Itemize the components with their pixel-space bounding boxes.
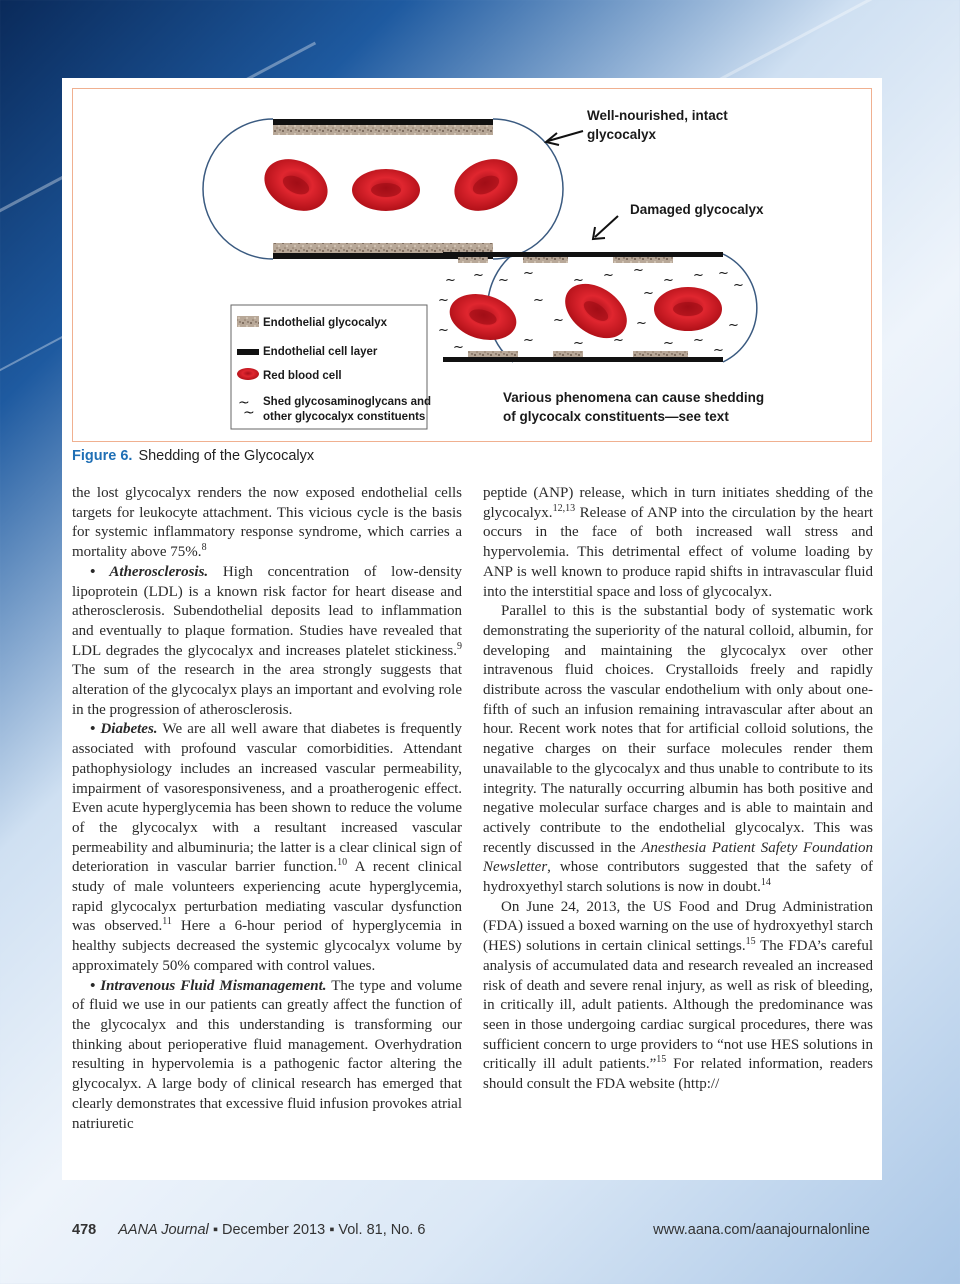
svg-text:~: ~ xyxy=(453,340,464,355)
figure-caption xyxy=(72,448,314,464)
caption-label: Figure 6. xyxy=(72,448,133,464)
svg-text:~: ~ xyxy=(473,268,484,283)
issue-date: December 2013 xyxy=(221,1222,326,1238)
svg-text:~: ~ xyxy=(573,336,584,351)
legend-rbc: Red blood cell xyxy=(263,370,342,382)
svg-text:~: ~ xyxy=(445,273,456,288)
arrow-damaged xyxy=(593,216,618,239)
svg-text:~: ~ xyxy=(553,313,564,328)
svg-text:~: ~ xyxy=(663,273,674,288)
damaged-vessel xyxy=(438,252,757,362)
paragraph-fda: On June 24, 2013, the US Food and Drug Administration (FDA) issued a boxed warning on the use of hydroxyethyl starch (HES) solutions in certain clinical settings.$^{15}$ The FDA’s careful analysis of accumulated data and research revealed an increased risk of death and severe renal injury, as well as risk of bleeding, in critically ill, adult patients. Although the predominance was seen in those undergoing cardiac surgical procedures, there was sufficient concern to urge providers to “not use HES solutions in critically ill adult patients.”$^{15}$ For related information, readers should consult the FDA website (http:// xyxy=(483,898,873,1093)
svg-text:~: ~ xyxy=(573,273,584,288)
svg-text:~: ~ xyxy=(636,316,647,331)
legend-glycocalyx: Endothelial glycocalyx xyxy=(263,317,387,329)
paragraph: peptide (ANP) release, which in turn initiates shedding of the glycocalyx.$^{12,13}$ Release of ANP into the circulation by the heart occurs in the face of both increased wall stress and hypervolemia. This detrimental effect of volume loading by ANP is well known to produce rapid shifts in intravascular fluid into the interstitial space and loss of glycocalyx. xyxy=(483,485,873,600)
separator: ▪ xyxy=(212,1222,218,1238)
glycocalyx-diagram xyxy=(73,89,871,441)
svg-text:~: ~ xyxy=(523,266,534,281)
legend-cell-layer: Endothelial cell layer xyxy=(263,346,378,358)
annotation-intact-2: glycocalyx xyxy=(587,127,657,142)
svg-text:~: ~ xyxy=(693,268,704,283)
annotation-damaged: Damaged glycocalyx xyxy=(630,202,764,217)
annotation-intact-1: Well-nourished, intact xyxy=(587,108,728,123)
cell-layer-swatch xyxy=(237,349,259,355)
svg-text:~: ~ xyxy=(438,293,449,308)
figure-legend xyxy=(231,305,431,429)
paragraph-atherosclerosis: • Atherosclerosis. High concentration of low-density lipoprotein (LDL) is a known risk factor for heart disease and atherosclerosis. Subendothelial deposits lead to inflammation and eventually to plaque formation. Studies have revealed that LDL degrades the glycocalyx and increases platelet stickiness.$^9$ The sum of the research in the area strongly suggests that alteration of the glycocalyx plays an important and evolving role in the progression of atherosclerosis. xyxy=(72,563,462,718)
annotation-phenomena-1: Various phenomena can cause shedding xyxy=(503,390,765,405)
svg-text:~: ~ xyxy=(243,405,255,421)
page-footer xyxy=(72,1222,872,1242)
rbc-swatch xyxy=(237,368,259,380)
paragraph-diabetes: • Diabetes. We are all well aware that diabetes is frequently associated with profound vascular comorbidities. Attendant pathophysiology includes an increased vascular permeability, impairment of vasoresponsiveness, and a proatherogenic effect. Even acute hyperglycemia has been shown to reduce the volume of the glycocalyx with a resultant increased vascular permeability and albuminuria; the latter is a clear clinical sign of deterioration in vascular barrier function.$^{10}$ A recent clinical study of male volunteers experiencing acute hyperglycemia, rapid glycocalyx perturbation mediating vascular dysfunction was observed.$^{11}$ Here a 6-hour period of hyperglycemia in healthy subjects decreased the systemic glycocalyx volume by approximately 50% compared with control values. xyxy=(72,721,463,974)
svg-text:~: ~ xyxy=(728,318,739,333)
separator: ▪ xyxy=(329,1222,335,1238)
arrow-intact xyxy=(546,131,583,145)
annotation-phenomena-2: of glycocalx constituents—see text xyxy=(503,409,729,424)
text-column-right xyxy=(483,484,873,1095)
svg-text:~: ~ xyxy=(633,263,644,278)
glycocalyx-swatch xyxy=(237,316,259,327)
svg-text:~: ~ xyxy=(523,333,534,348)
paragraph: the lost glycocalyx renders the now exposed endothelial cells targets for leukocyte attachment. This vicious cycle is the basis for systemic inflammatory response syndrome, which carries a mortality above 75%.$^8$ xyxy=(72,485,462,561)
paragraph-fluid-mismanagement: • Intravenous Fluid Mismanagement. The type and volume of fluid we use in our patients can greatly affect the function of the glycocalyx and this understanding is transforming our thinking about perioperative fluid management. Overhydration resulting in hypervolemia is a pathogenic factor altering the glycocalyx. A large body of clinical research has emerged that clearly demonstrates that excessive fluid infusion provokes atrial natriuretic xyxy=(72,977,462,1132)
svg-text:~: ~ xyxy=(603,268,614,283)
legend-shed-2: other glycocalyx constituents xyxy=(263,411,426,423)
legend-shed-1: Shed glycosaminoglycans and xyxy=(263,396,432,408)
svg-text:~: ~ xyxy=(718,266,729,281)
volume: Vol. 81, No. 6 xyxy=(338,1222,426,1238)
text-column-left xyxy=(72,484,462,1134)
journal-url[interactable]: www.aana.com/aanajournalonline xyxy=(653,1222,870,1238)
figure-6 xyxy=(72,88,872,442)
svg-text:~: ~ xyxy=(613,333,624,348)
svg-text:~: ~ xyxy=(643,286,654,301)
svg-text:~: ~ xyxy=(713,343,724,358)
journal-name: AANA Journal xyxy=(118,1222,209,1238)
journal-page xyxy=(62,78,882,1180)
page-number: 478 xyxy=(72,1222,97,1238)
svg-text:~: ~ xyxy=(438,323,449,338)
svg-text:~: ~ xyxy=(693,333,704,348)
caption-text: Shedding of the Glycocalyx xyxy=(138,448,315,464)
paragraph-albumin: Parallel to this is the substantial body of systematic work demonstrating the superiority of the natural colloid, albumin, for developing and maintaining the glycocalyx over other intravenous fluid choices. Crystalloids freely and rapidly distribute across the vascular endothelium with only about one-fifth of such an infusion remaining intravascular after about an hour. Recent work notes that for artificial colloid solutions, the negative charges on their surface molecules render them unavailable to the glycocalyx and thus unable to contribute to its integrity. The naturally occurring albumin has both positive and negative molecular surface charges and is able to maintain and actively contribute to the endothelial glycocalyx. This was recently discussed in the Anesthesia Patient Safety Foundation Newsletter, whose contributors suggested that the safety of hydroxyethyl starch solutions is now in doubt.$^{14}$ xyxy=(483,603,873,896)
svg-text:~: ~ xyxy=(733,278,744,293)
svg-text:~: ~ xyxy=(533,293,544,308)
intact-vessel xyxy=(203,119,563,259)
shed-swatch-icon: ~ xyxy=(238,395,250,411)
svg-text:~: ~ xyxy=(663,336,674,351)
svg-text:~: ~ xyxy=(498,273,509,288)
